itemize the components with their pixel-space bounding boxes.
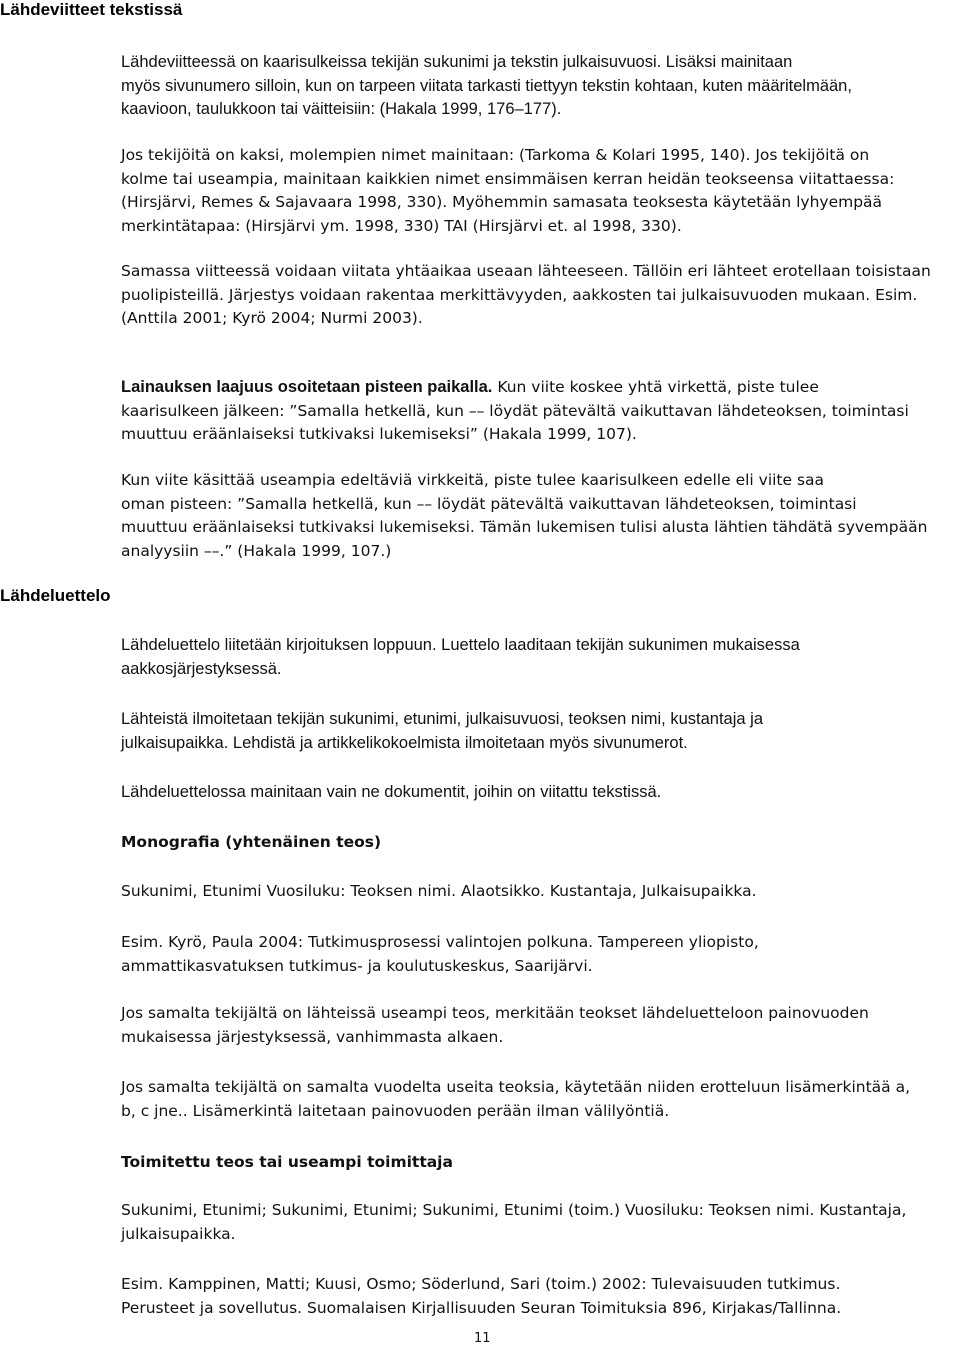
text-line: Lähdeviitteessä on kaarisulkeissa tekijän sukunimi ja tekstin julkaisuvuosi. Lisäksi mainitaan <box>121 53 793 71</box>
text-line: mukaisessa järjestyksessä, vanhimmasta alkaen. <box>121 1027 504 1046</box>
text-line: Esim. Kamppinen, Matti; Kuusi, Osmo; Söderlund, Sari (toim.) 2002: Tulevaisuuden tutkimus. <box>121 1275 841 1293</box>
bold-lead-sentence: Lainauksen laajuus osoitetaan pisteen paikalla. <box>121 378 493 396</box>
paragraph-bibliography-fields <box>121 708 956 755</box>
text-line: muuttuu eräänlaiseksi tutkivaksi lukemiseksi. Tämän lukemisen tulisi alusta lähtien tähdätä syvempään <box>121 518 928 536</box>
text-line: Jos samalta tekijältä on samalta vuodelta useita teoksia, käytetään niiden erotteluun lisämerkintää a, <box>121 1078 911 1096</box>
text-line: julkaisupaikka. Lehdistä ja artikkelikokoelmista ilmoitetaan myös sivunumerot. <box>121 733 688 752</box>
text-line: Jos tekijöitä on kaksi, molempien nimet mainitaan: (Tarkoma & Kolari 1995, 140). Jos tekijöitä on <box>121 146 870 164</box>
text-line: Sukunimi, Etunimi Vuosiluku: Teoksen nimi. Alaotsikko. Kustantaja, Julkaisupaikka. <box>121 882 757 900</box>
text-line: b, c jne.. Lisämerkintä laitetaan painovuoden perään ilman välilyöntiä. <box>121 1101 670 1120</box>
text-line: julkaisupaikka. <box>121 1224 236 1243</box>
text-line: merkintätapaa: (Hirsjärvi ym. 1998, 330) TAI (Hirsjärvi et. al 1998, 330). <box>121 216 682 235</box>
text-line: aakkosjärjestyksessä. <box>121 659 282 678</box>
text-line: (Hirsjärvi, Remes & Sajavaara 1998, 330). Myöhemmin samasata teoksesta käytetään lyhyempää <box>121 193 883 211</box>
text-line: Samassa viitteessä voidaan viitata yhtäaikaa useaan lähteeseen. Tällöin eri lähteet erotellaan toisistaan <box>121 262 931 280</box>
paragraph-monograph-ordering <box>121 1002 956 1049</box>
paragraph-bibliography-scope <box>121 781 956 805</box>
text-line: Esim. Kyrö, Paula 2004: Tutkimusprosessi valintojen polkuna. Tampereen yliopisto, <box>121 933 759 951</box>
section-heading-bibliography: Lähdeluettelo <box>0 586 111 605</box>
text-line: Kun viite käsittää useampia edeltäviä virkkeitä, piste tulee kaarisulkeen edelle eli viite saa <box>121 471 825 489</box>
text-line: puolipisteillä. Järjestys voidaan rakentaa merkittävyyden, aakkosten tai julkaisuvuoden mukaan. Esim. <box>121 285 918 304</box>
text-line: kolme tai useampia, mainitaan kaikkien nimet ensimmäisen kerran heidän teokseensa viitattaessa: <box>121 169 895 188</box>
paragraph-edited-example <box>121 1273 956 1320</box>
text-line: analyysiin ––.” (Hakala 1999, 107.) <box>121 541 392 560</box>
paragraph-multiple-sources <box>121 260 956 331</box>
text-line: Lähteistä ilmoitetaan tekijän sukunimi, etunimi, julkaisuvuosi, teoksen nimi, kustantaja ja <box>121 710 763 728</box>
text-line: Jos samalta tekijältä on lähteissä useampi teos, merkitään teokset lähdeluetteloon painovuoden <box>121 1004 869 1022</box>
section-heading-sources-in-text: Lähdeviitteet tekstissä <box>0 0 183 19</box>
text-line: kaarisulkeen jälkeen: ”Samalla hetkellä, kun –– löydät pätevältä vaikuttavan lähdeteoksen, toimintasi <box>121 401 909 420</box>
paragraph-quotation-extent <box>121 376 956 447</box>
text-line: Sukunimi, Etunimi; Sukunimi, Etunimi; Sukunimi, Etunimi (toim.) Vuosiluku: Teoksen nimi. Kustantaja, <box>121 1201 907 1219</box>
text-line: Kun viite koskee yhtä virkettä, piste tulee <box>492 378 819 396</box>
paragraph-citation-intro <box>121 51 956 122</box>
paragraph-monograph-same-year <box>121 1076 956 1123</box>
subheading-edited-work: Toimitettu teos tai useampi toimittaja <box>121 1153 453 1171</box>
subheading-monograph: Monografia (yhtenäinen teos) <box>121 833 382 851</box>
text-line: kaavioon, taulukkoon tai väitteisiin: (Hakala 1999, 176–177). <box>121 100 562 118</box>
text-line: oman pisteen: ”Samalla hetkellä, kun –– löydät pätevältä vaikuttavan lähdeteoksen, toimintasi <box>121 494 857 513</box>
paragraph-multiple-authors <box>121 144 956 238</box>
text-line: (Anttila 2001; Kyrö 2004; Nurmi 2003). <box>121 309 423 327</box>
text-line: ammattikasvatuksen tutkimus- ja koulutuskeskus, Saarijärvi. <box>121 956 593 975</box>
paragraph-edited-format <box>121 1199 956 1246</box>
page-number: 11 <box>474 1331 491 1346</box>
text-line: Lähdeluettelo liitetään kirjoituksen loppuun. Luettelo laaditaan tekijän sukunimen mukaisessa <box>121 636 800 654</box>
paragraph-multiple-sentences <box>121 469 956 563</box>
paragraph-monograph-example <box>121 931 956 978</box>
paragraph-monograph-format <box>121 880 956 904</box>
text-line: Lähdeluettelossa mainitaan vain ne dokumentit, joihin on viitattu tekstissä. <box>121 783 662 801</box>
paragraph-bibliography-intro <box>121 634 956 681</box>
text-line: muuttuu eräänlaiseksi tutkivaksi lukemiseksi” (Hakala 1999, 107). <box>121 425 637 443</box>
text-line: myös sivunumero silloin, kun on tarpeen viitata tarkasti tiettyyn tekstin kohtaan, kuten määritelmään, <box>121 76 852 95</box>
text-line: Perusteet ja sovellutus. Suomalaisen Kirjallisuuden Seuran Toimituksia 896, Kirjakas/Tallinna. <box>121 1298 842 1317</box>
